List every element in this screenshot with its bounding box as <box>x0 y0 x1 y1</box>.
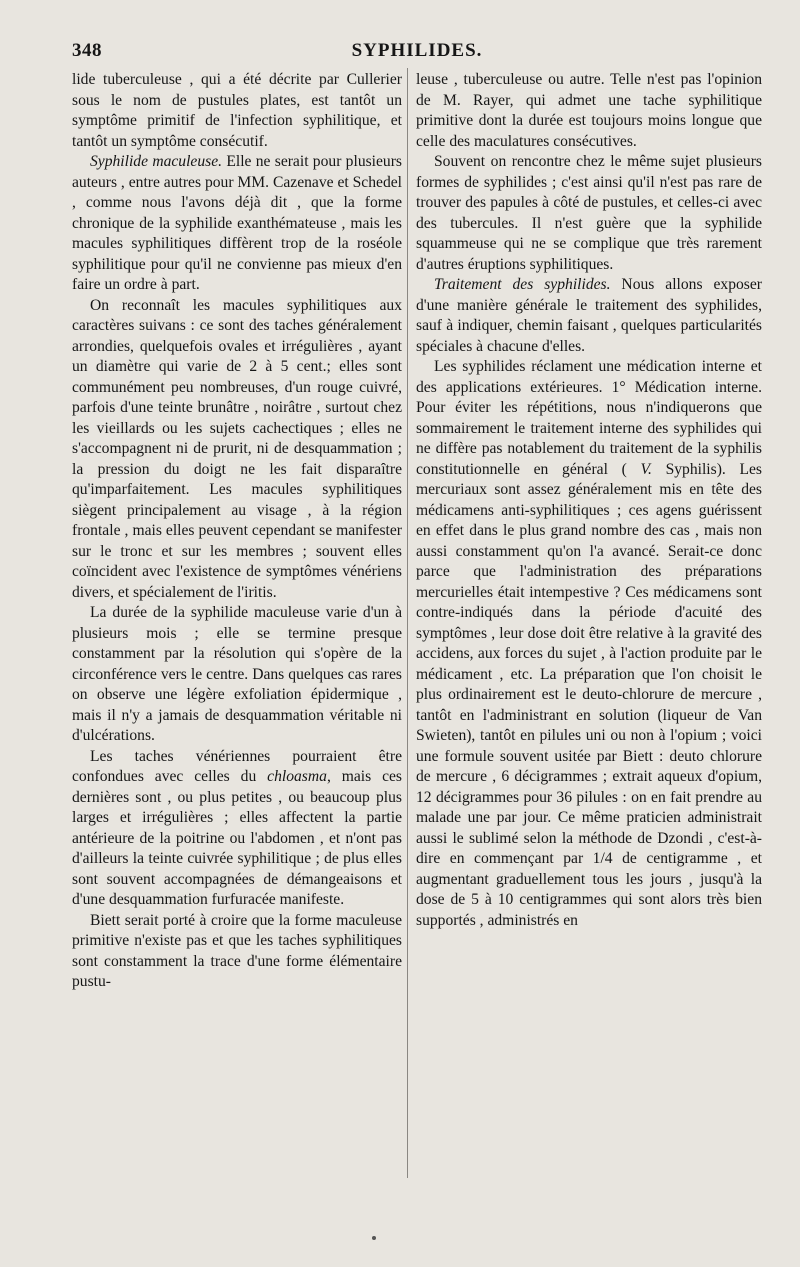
left-column <box>72 70 402 993</box>
print-mark <box>372 1236 376 1240</box>
paragraph-text: Les taches vénériennes pourraient être confondues avec celles du <box>72 747 402 785</box>
paragraph: lide tuberculeuse , qui a été décrite par Cullerier sous le nom de pustules plates, est tantôt un symptôme primitif de l'infection syphilitique, et tantôt un symptôme consécutif. <box>72 71 402 150</box>
italic-term: chloasma <box>267 768 327 785</box>
page-header <box>72 38 762 68</box>
italic-term: V. <box>640 460 652 478</box>
paragraph-text: Nous allons exposer d'une manière générale le traitement des syphilides, sauf à indiquer, chemin faisant , quelques particularités spéciales à chacune d'elles. <box>416 276 762 355</box>
paragraph: La durée de la syphilide maculeuse varie d'un à plusieurs mois ; elle se termine presque constamment par la résolution qui s'opère de la circonférence vers le centre. Dans quelques cas rares on observe une légère exfoliation épidermique , mais il n'y a jamais de desquammation véritable ni d'ulcérations. <box>72 604 402 744</box>
paragraph: On reconnaît les macules syphilitiques aux caractères suivans : ce sont des taches généralement arrondies, quelquefois ovales et irrégulières , ayant un diamètre qui varie de 2 à 5 cent.; elles sont communément peu nombreuses, d'un rouge cuivré, parfois d'une teinte brunâtre , noirâtre , surtout chez les vieillards ou les sujets cachectiques ; elles ne s'accompagnent ni de prurit, ni de desquammation ; la pression du doigt ne les fait disparaître qu'imparfaitement. Les macules syphilitiques siègent principalement au visage , à la région frontale , mais elles peuvent cependant se manifester sur le tronc et sur les membres ; souvent elles coïncident avec l'existence de symptômes vénériens divers, et spécialement de l'iritis. <box>72 296 402 601</box>
page-number: 348 <box>72 40 102 61</box>
paragraph: Biett serait porté à croire que la forme maculeuse primitive n'existe pas et que les taches syphilitiques sont constamment la trace d'une forme élémentaire pustu- <box>72 911 402 990</box>
paragraph <box>416 357 762 931</box>
section-heading: Syphilide maculeuse. <box>90 153 223 170</box>
paragraph: leuse , tuberculeuse ou autre. Telle n'est pas l'opinion de M. Rayer, qui admet une tache syphilitique primitive dont la durée est toujours moins longue que celle des maculatures consécutives. <box>416 71 762 150</box>
running-title: SYPHILIDES. <box>351 40 483 61</box>
paragraph <box>416 275 762 357</box>
paragraph-text: Syphilis). Les mercuriaux sont assez généralement mis en tête des médicamens anti-syphilitiques ; ces agens guérissent en effet dans le plus grand nombre des cas , mais non aussi constamment qu'on l'a avancé. Serait-ce donc parce que l'administration des préparations mercurielles était intempestive ? Ces médicamens sont contre-indiqués dans la période d'acuité des symptômes , leur dose doit être relative à la gravité des accidens, aux forces du sujet , à l'action produite par le médicament , etc. La préparation que l'on choisit le plus ordinairement est le deuto-chlorure de mercure , tantôt en l'administrant en solution (liqueur de Van Swieten), tantôt en pilules uni ou non à l'opium ; voici une formule souvent usitée par Biett : deuto chlorure de mercure , 6 décigrammes ; extrait aqueux d'opium, 12 décigrammes pour 36 pilules : on en fait prendre au malade une par jour. Ce même praticien administrait aussi le sublimé selon la méthode de Dzondi , c'est-à-dire en commençant par 1/4 de centigramme , et augmentant graduellement tous les jours , jusqu'à la dose de 5 à 10 centigrammes qui sont alors très bien supportés , administrés en <box>416 460 762 929</box>
paragraph <box>72 152 402 296</box>
paragraph-text: , mais ces dernières sont , ou plus petites , ou beaucoup plus larges et irrégulières ; elles affectent la partie antérieure de la poitrine ou l'abdomen , et n'ont pas d'ailleurs la teinte cuivrée syphilitique ; de plus elles sont souvent accompagnées de démangeaisons et d'une desquammation furfuracée manifeste. <box>72 768 403 908</box>
paragraph <box>72 747 402 911</box>
paragraph-text: Elle ne serait pour plusieurs auteurs , entre autres pour MM. Cazenave et Schedel , comme nous l'avons déjà dit , que la forme chronique de la syphilide exanthémateuse , mais les macules syphilitiques diffèrent trop de la roséole syphilitique pour qu'il ne convienne pas mieux d'en faire un ordre à part. <box>72 153 402 293</box>
section-heading: Traitement des syphilides. <box>434 276 611 293</box>
paragraph: Souvent on rencontre chez le même sujet plusieurs formes de syphilides ; c'est ainsi qu'il n'est pas rare de trouver des papules à côté de pustules, et celles-ci avec des tubercules. Il n'est guère que la syphilide squammeuse qui ne se complique que très rarement d'autres éruptions syphilitiques. <box>416 153 762 273</box>
right-column <box>416 70 762 931</box>
paragraph-text: Les syphilides réclament une médication interne et des applications extérieures. 1° Médication interne. Pour éviter les répétitions, nous n'indiquerons que sommairement le traitement interne des syphilides qui ne diffère pas notablement du traitement de la syphilis constitutionnelle en général ( <box>416 358 762 478</box>
column-divider <box>407 68 408 1178</box>
